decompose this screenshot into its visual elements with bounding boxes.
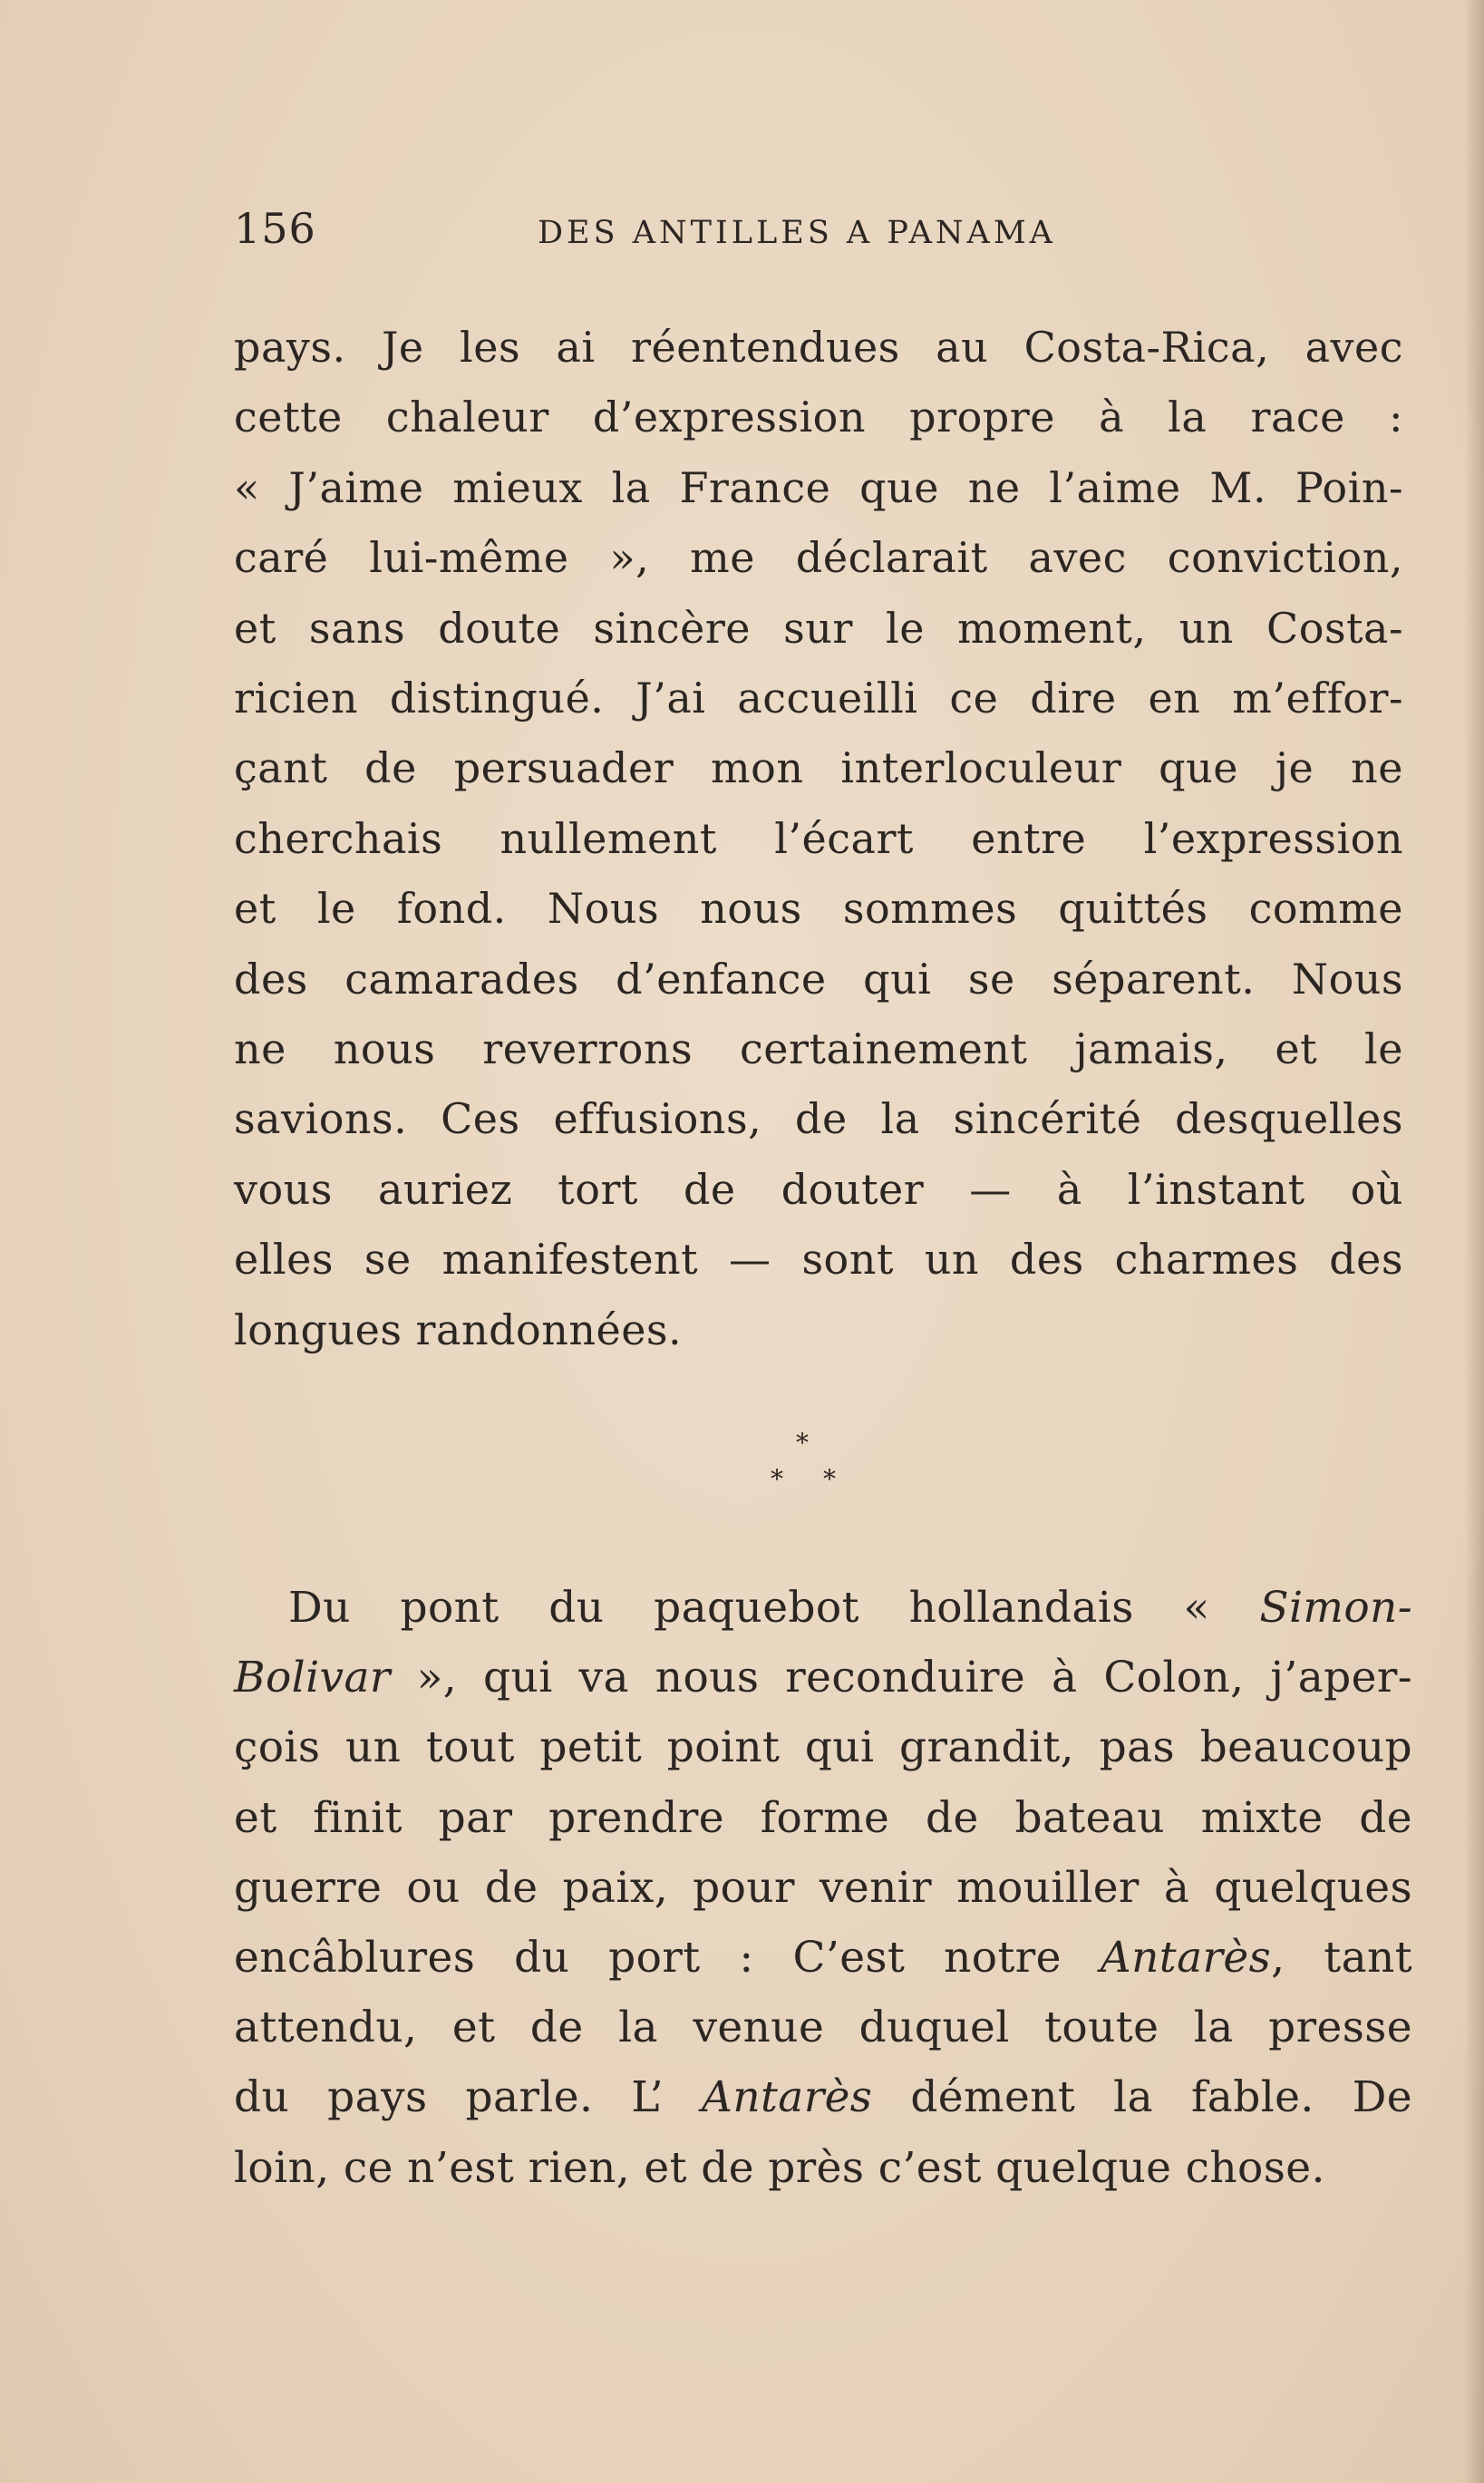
text-line	[234, 2062, 1412, 2132]
ship-name: Simon-	[1259, 1583, 1412, 1633]
text-line: attendu, et de la venue duquel toute la presse	[234, 2003, 1412, 2053]
text-line: elles se manifestent — sont un des charmes des	[234, 1235, 1403, 1285]
ship-name: Antarès	[701, 2072, 873, 2123]
text-fragment: , tant	[1271, 1933, 1412, 1983]
ship-name: Antarès	[1100, 1933, 1272, 1983]
asterism-star: *	[771, 1464, 783, 1494]
text-line: caré lui-même », me déclarait avec conviction,	[234, 533, 1403, 583]
paragraph-1	[234, 313, 1403, 1365]
text-line: savions. Ces effusions, de la sincérité desquelles	[234, 1094, 1403, 1144]
text-line: çois un tout petit point qui grandit, pas beaucoup	[234, 1722, 1412, 1773]
text-line: et finit par prendre forme de bateau mixte de	[234, 1792, 1412, 1843]
text-line	[234, 1573, 1412, 1643]
asterism-star: *	[796, 1428, 809, 1458]
text-line: pays. Je les ai réentendues au Costa-Rica, avec	[234, 323, 1403, 372]
text-line: guerre ou de paix, pour venir mouiller à quelques	[234, 1862, 1412, 1913]
text-line	[234, 1643, 1412, 1712]
page-edge-shadow	[1464, 0, 1484, 2483]
asterism-star: *	[823, 1464, 836, 1494]
text-line: cette chaleur d’expression propre à la race :	[234, 393, 1403, 442]
paragraph-2	[234, 1573, 1412, 2203]
text-line: ne nous reverrons certainement jamais, et le	[234, 1024, 1403, 1074]
text-fragment: du pays parle. L’	[234, 2072, 702, 2123]
text-line: çant de persuader mon interloculeur que je ne	[234, 743, 1403, 793]
page-header	[234, 204, 1403, 258]
text-fragment: Du pont du paquebot hollandais «	[288, 1583, 1260, 1633]
page-number: 156	[234, 204, 316, 253]
text-fragment: encâblures du port : C’est notre	[234, 1933, 1101, 1983]
ship-name: Bolivar	[234, 1653, 391, 1703]
text-line	[234, 1923, 1412, 1993]
text-line: et sans doute sincère sur le moment, un Costa-	[234, 603, 1403, 653]
text-fragment: dément la fable. De	[872, 2072, 1412, 2123]
text-line: cherchais nullement l’écart entre l’expression	[234, 813, 1403, 863]
text-line: et le fond. Nous nous sommes quittés comme	[234, 884, 1403, 934]
text-line: vous auriez tort de douter — à l’instant où	[234, 1164, 1403, 1214]
text-line: longues randonnées.	[234, 1305, 683, 1354]
text-line: loin, ce n’est rien, et de près c’est quelque chose.	[234, 2142, 1325, 2193]
text-line: « J’aime mieux la France que ne l’aime M. Poin-	[234, 462, 1403, 512]
text-line: ricien distingué. J’ai accueilli ce dire en m’effor-	[234, 674, 1403, 723]
running-title: DES ANTILLES A PANAMA	[538, 215, 1056, 251]
asterism-separator	[752, 1428, 861, 1500]
text-fragment: », qui va nous reconduire à Colon, j’aper-	[390, 1653, 1412, 1703]
text-line: des camarades d’enfance qui se séparent. Nous	[234, 954, 1403, 1004]
